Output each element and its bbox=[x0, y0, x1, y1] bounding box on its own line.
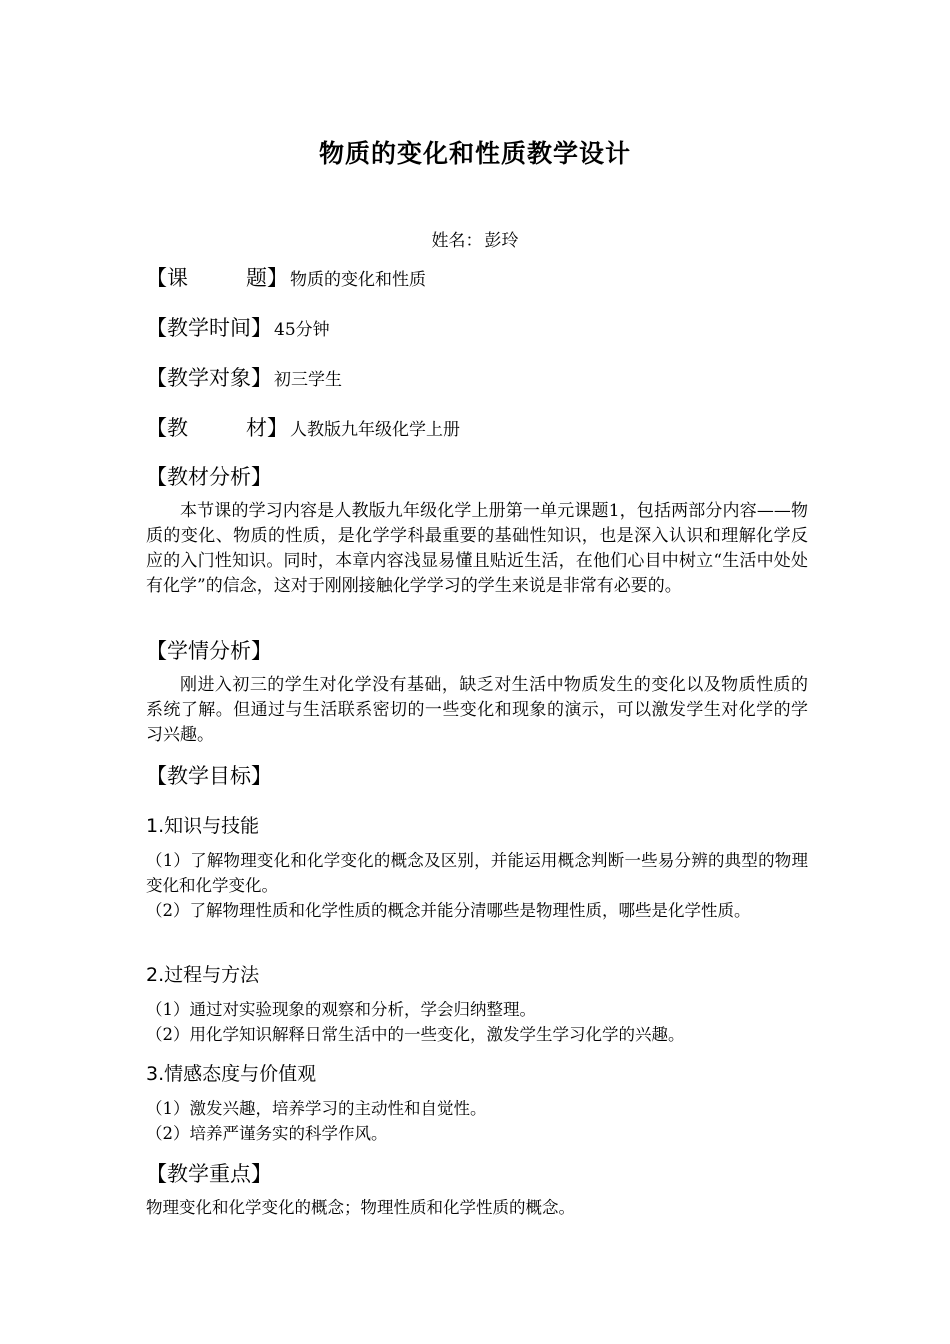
objective-attitude-item-1: （1）激发兴趣，培养学习的主动性和自觉性。 bbox=[146, 1099, 487, 1118]
meta-course-label-open: 【课 bbox=[146, 266, 188, 290]
meta-course-value: 物质的变化和性质 bbox=[290, 270, 426, 290]
document-title: 物质的变化和性质教学设计 bbox=[318, 139, 631, 168]
meta-time-label: 【教学时间】 bbox=[146, 316, 272, 340]
meta-course-label bbox=[146, 262, 288, 292]
material-analysis-heading: 【教材分析】 bbox=[146, 465, 272, 489]
objective-attitude-item-2: （2）培养严谨务实的科学作风。 bbox=[146, 1124, 388, 1143]
student-analysis-heading: 【学情分析】 bbox=[146, 639, 272, 663]
meta-audience bbox=[146, 362, 342, 392]
objective-process-title: 2.过程与方法 bbox=[146, 964, 260, 986]
meta-audience-value: 初三学生 bbox=[274, 370, 342, 390]
author-label: 姓名： bbox=[431, 231, 483, 251]
objectives-heading: 【教学目标】 bbox=[146, 764, 272, 788]
objective-knowledge-item-2: （2）了解物理性质和化学性质的概念并能分清哪些是物理性质，哪些是化学性质。 bbox=[146, 901, 751, 920]
key-points-text: 物理变化和化学变化的概念；物理性质和化学性质的概念。 bbox=[146, 1198, 575, 1217]
student-analysis-text: 刚进入初三的学生对化学没有基础，缺乏对生活中物质发生的变化以及物质性质的系统了解。但通过与生活联系密切的一些变化和现象的演示，可以激发学生对化学的学习兴趣。 bbox=[146, 675, 808, 745]
objective-attitude-title: 3.情感态度与价值观 bbox=[146, 1063, 317, 1085]
author-name: 彭玲 bbox=[484, 231, 519, 251]
objective-knowledge-item-1: （1）了解物理变化和化学变化的概念及区别，并能运用概念判断一些易分辨的典型的物理变化和化学变化。 bbox=[146, 851, 808, 895]
meta-textbook bbox=[146, 412, 460, 442]
meta-time bbox=[146, 312, 330, 342]
meta-audience-label: 【教学对象】 bbox=[146, 366, 272, 390]
objective-process-item-2: （2）用化学知识解释日常生活中的一些变化，激发学生学习化学的兴趣。 bbox=[146, 1025, 685, 1044]
material-analysis-text: 本节课的学习内容是人教版九年级化学上册第一单元课题1，包括两部分内容——物质的变化、物质的性质，是化学学科最重要的基础性知识，也是深入认识和理解化学反应的入门性知识。同时，本章内容浅显易懂且贴近生活，在他们心目中树立“生活中处处有化学”的信念，这对于刚刚接触化学学习的学生来说是非常有必要的。 bbox=[146, 501, 808, 596]
meta-time-value: 45分钟 bbox=[274, 320, 330, 340]
meta-textbook-label-open: 【教 bbox=[146, 416, 188, 440]
meta-course-label-close: 题】 bbox=[246, 266, 288, 290]
meta-textbook-label-close: 材】 bbox=[246, 416, 288, 440]
objective-process-item-1: （1）通过对实验现象的观察和分析，学会归纳整理。 bbox=[146, 1000, 536, 1019]
objective-knowledge-title: 1.知识与技能 bbox=[146, 815, 260, 837]
meta-textbook-label bbox=[146, 412, 288, 442]
key-points-heading: 【教学重点】 bbox=[146, 1162, 272, 1186]
meta-course bbox=[146, 262, 426, 292]
author-line bbox=[0, 226, 950, 251]
meta-textbook-value: 人教版九年级化学上册 bbox=[290, 420, 460, 440]
